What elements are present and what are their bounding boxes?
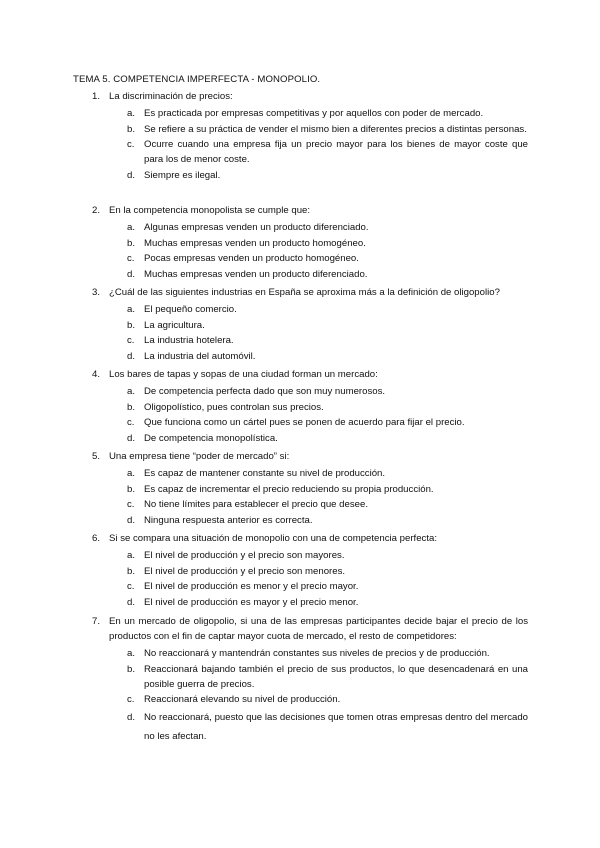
options-list	[92, 106, 528, 183]
option	[92, 646, 528, 661]
option-letter: d.	[127, 514, 136, 526]
option	[92, 548, 528, 563]
option	[92, 595, 528, 610]
option-text: Ninguna respuesta anterior es correcta.	[144, 514, 313, 526]
option-letter: b.	[127, 565, 136, 577]
option-text: Siempre es ilegal.	[144, 169, 221, 181]
question-text: Una empresa tiene “poder de mercado” si:	[109, 451, 290, 462]
option	[92, 482, 528, 497]
option-letter: b.	[127, 319, 136, 331]
option-text: Se refiere a su práctica de vender el mismo bien a diferentes precios a distintas personas.	[144, 123, 527, 135]
option-letter: c.	[127, 499, 135, 510]
option-letter: d.	[127, 596, 136, 608]
option-letter: b.	[127, 401, 136, 413]
options-list	[92, 220, 528, 282]
option	[92, 466, 528, 481]
question-text: En un mercado de oligopolio, si una de las empresas participantes decide bajar el precio de los productos con el fin de captar mayor cuota de mercado, el resto de competidores:	[109, 616, 528, 642]
question-5	[92, 449, 528, 528]
option-text: Muchas empresas venden un producto homogéneo.	[144, 237, 366, 249]
option	[92, 579, 528, 594]
option-text: La industria del automóvil.	[144, 350, 256, 362]
option	[92, 122, 528, 137]
option-text: El nivel de producción y el precio son menores.	[144, 565, 346, 577]
option-letter: b.	[127, 663, 136, 675]
option-text: Algunas empresas venden un producto diferenciado.	[144, 222, 369, 233]
question-number: 4.	[92, 369, 101, 380]
question-number: 5.	[92, 451, 101, 462]
option-text: Reaccionará elevando su nivel de producción.	[144, 694, 341, 705]
option-letter: c.	[127, 581, 135, 592]
option-letter: b.	[127, 237, 136, 249]
option-text: De competencia monopolística.	[144, 432, 278, 444]
option-text: De competencia perfecta dado que son muy numerosos.	[144, 386, 386, 397]
options-list	[92, 384, 528, 446]
option-letter: d.	[127, 350, 136, 362]
option-text: Ocurre cuando una empresa fija un precio mayor para los bienes de mayor coste que para los de menor coste.	[144, 139, 528, 165]
option-letter: c.	[127, 417, 135, 428]
options-list	[92, 302, 528, 364]
option-text: El nivel de producción es mayor y el precio menor.	[144, 596, 359, 608]
option-text: No reaccionará, puesto que las decisiones que tomen otras empresas dentro del mercado no les afectan.	[144, 711, 528, 742]
option	[92, 251, 528, 266]
question-number: 1.	[92, 91, 101, 102]
option-text: Muchas empresas venden un producto diferenciado.	[144, 268, 368, 280]
option-letter: c.	[127, 253, 135, 264]
option	[92, 137, 528, 167]
option-letter: a.	[127, 304, 136, 315]
option-text: Reaccionará bajando también el precio de sus productos, lo que desencadenará en una posible guerra de precios.	[144, 663, 528, 690]
option	[92, 497, 528, 512]
question-1	[92, 89, 528, 183]
option-letter: a.	[127, 468, 136, 479]
option-letter: b.	[127, 123, 136, 135]
question-text: Los bares de tapas y sopas de una ciudad forman un mercado:	[109, 369, 378, 380]
option	[92, 236, 528, 251]
option-text: El nivel de producción y el precio son mayores.	[144, 550, 345, 561]
question-3	[92, 285, 528, 364]
option-letter: b.	[127, 483, 136, 495]
option	[92, 692, 528, 707]
option-text: La industria hotelera.	[144, 335, 234, 346]
option-letter: a.	[127, 648, 136, 659]
option	[92, 400, 528, 415]
option-text: Es capaz de mantener constante su nivel de producción.	[144, 468, 386, 479]
option	[92, 333, 528, 348]
option-letter: c.	[127, 694, 135, 705]
option	[92, 662, 528, 692]
question-number: 7.	[92, 616, 101, 627]
options-list	[92, 646, 528, 746]
option	[92, 168, 528, 183]
option	[92, 564, 528, 579]
option	[92, 318, 528, 333]
option-text: La agricultura.	[144, 319, 205, 331]
option	[92, 106, 528, 121]
question-2	[92, 203, 528, 282]
option-text: Que funciona como un cártel pues se ponen de acuerdo para fijar el precio.	[144, 417, 465, 428]
option-letter: a.	[127, 222, 136, 233]
option-text: Es practicada por empresas competitivas y por aquellos con poder de mercado.	[144, 108, 484, 119]
option	[92, 415, 528, 430]
option-text: No reaccionará y mantendrán constantes sus niveles de precios y de producción.	[144, 648, 490, 659]
option-letter: d.	[127, 711, 136, 723]
option	[92, 384, 528, 399]
question-number: 6.	[92, 533, 101, 544]
question-number: 3.	[92, 287, 101, 298]
question-text: En la competencia monopolista se cumple que:	[109, 205, 311, 216]
question-6	[92, 531, 528, 610]
question-7	[92, 614, 528, 746]
question-4	[92, 367, 528, 446]
option-letter: c.	[127, 139, 135, 150]
option	[92, 220, 528, 235]
option-text: El nivel de producción es menor y el precio mayor.	[144, 581, 359, 592]
option-letter: d.	[127, 268, 136, 280]
option-letter: c.	[127, 335, 135, 346]
option-letter: d.	[127, 432, 136, 444]
option-letter: a.	[127, 108, 136, 119]
option-text: Es capaz de incrementar el precio reduciendo su propia producción.	[144, 483, 434, 495]
option	[92, 708, 528, 746]
option-letter: a.	[127, 386, 136, 397]
options-list	[92, 466, 528, 528]
option	[92, 302, 528, 317]
option	[92, 349, 528, 364]
question-text: La discriminación de precios:	[109, 91, 233, 102]
option-letter: d.	[127, 169, 136, 181]
page-title: TEMA 5. COMPETENCIA IMPERFECTA - MONOPOLIO.	[73, 74, 321, 85]
option-letter: a.	[127, 550, 136, 561]
option-text: El pequeño comercio.	[144, 304, 237, 315]
option-text: Pocas empresas venden un producto homogéneo.	[144, 253, 359, 264]
option-text: No tiene límites para establecer el precio que desee.	[144, 499, 368, 510]
question-number: 2.	[92, 205, 101, 216]
option-text: Oligopolístico, pues controlan sus precios.	[144, 401, 324, 413]
question-text: ¿Cuál de las siguientes industrias en España se aproxima más a la definición de oligopolio?	[109, 287, 500, 298]
option	[92, 267, 528, 282]
option	[92, 431, 528, 446]
option	[92, 513, 528, 528]
question-text: Si se compara una situación de monopolio con una de competencia perfecta:	[109, 533, 437, 544]
options-list	[92, 548, 528, 610]
